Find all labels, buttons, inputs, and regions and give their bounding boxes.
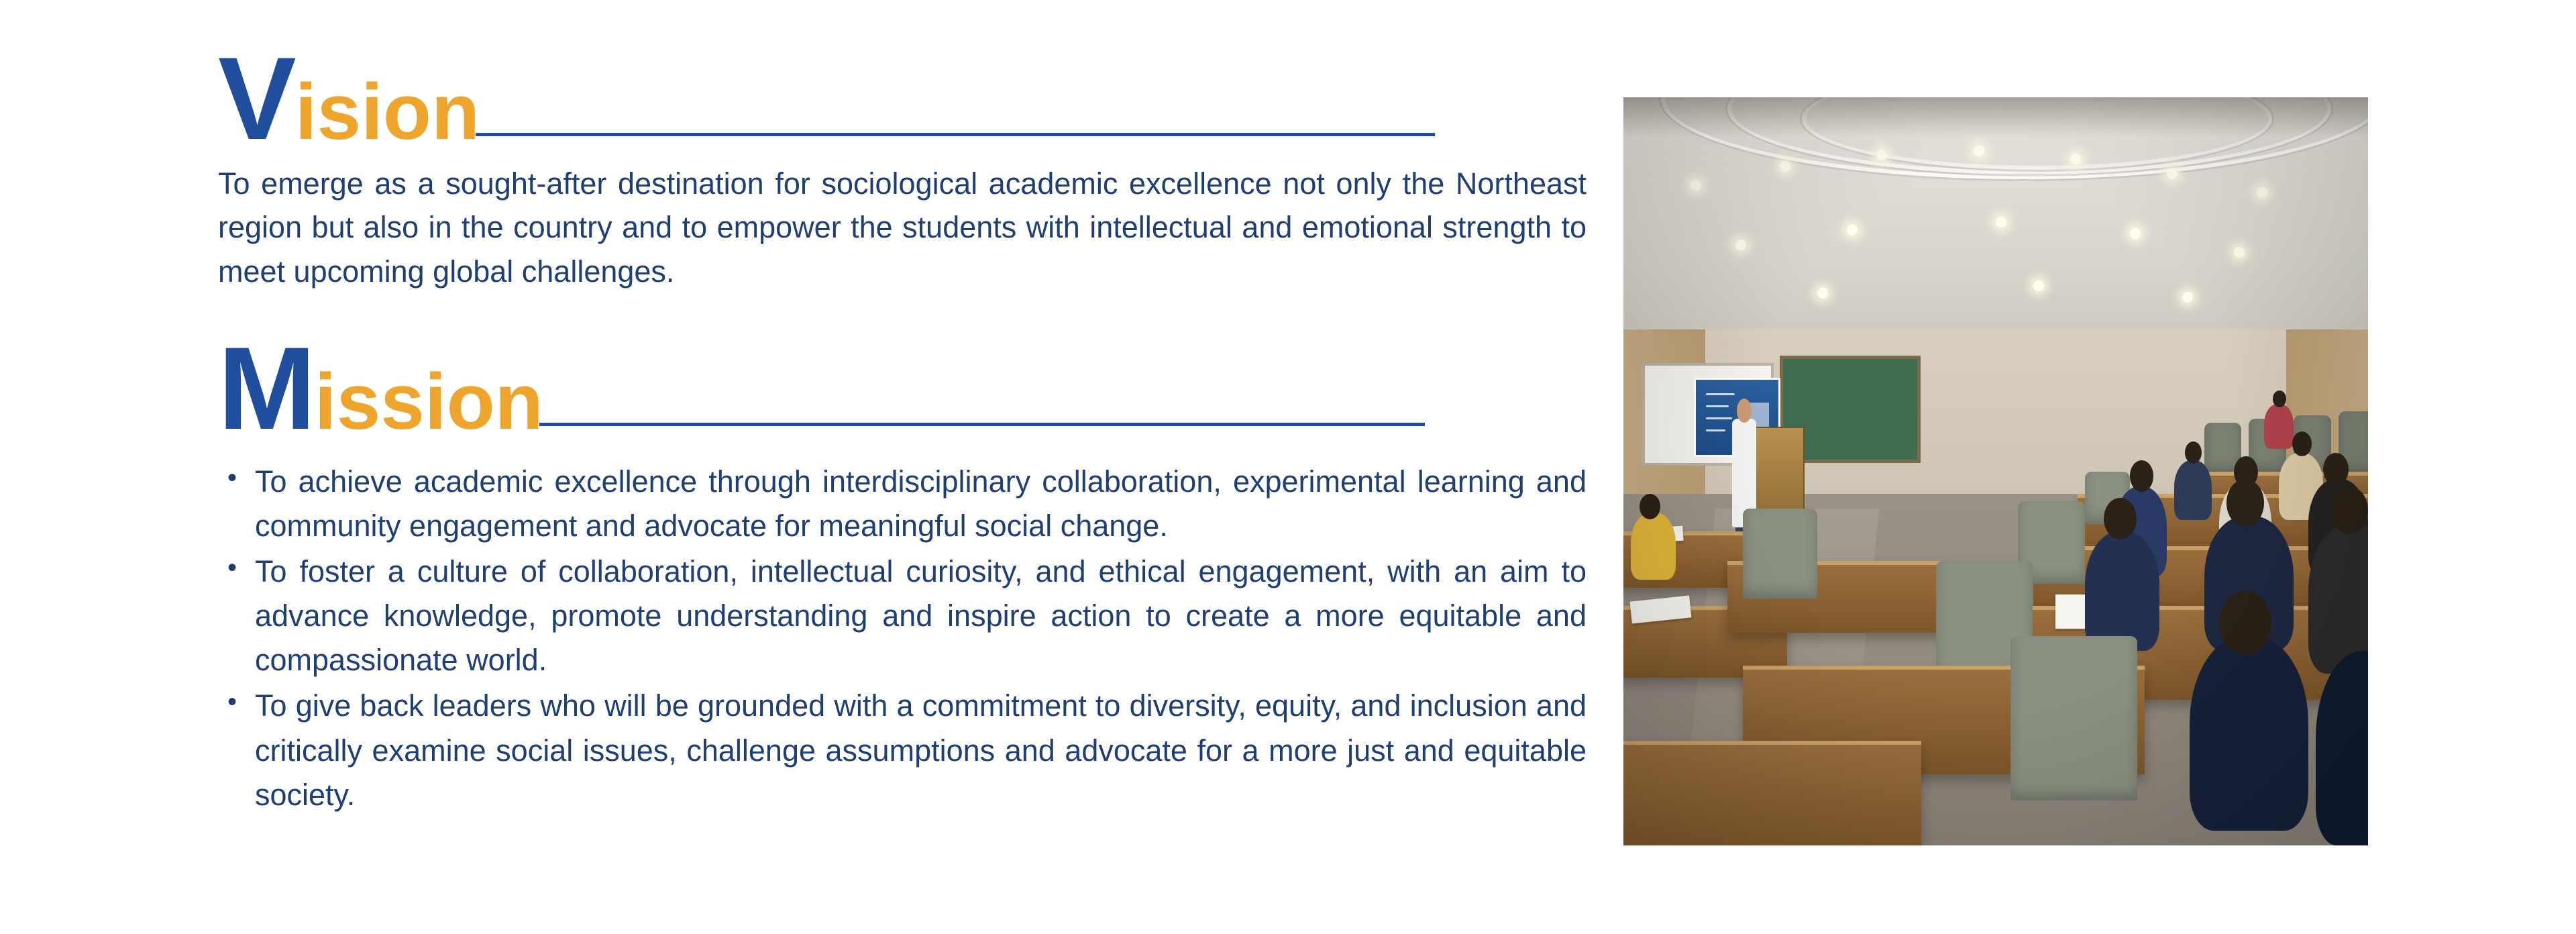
mission-heading-row bbox=[218, 323, 1600, 454]
vision-paragraph: To emerge as a sought-after destination for sociological academic excellence not only the Northeast region but also in the country and to empower the students with intellectual and emotional strength to meet upcoming global challenges. bbox=[218, 166, 1587, 289]
photo-vignette bbox=[1623, 97, 2368, 845]
list-item: • To foster a culture of collaboration, intellectual curiosity, and ethical engagement, with an aim to advance knowledge, promote understanding and inspire action to create a more equitable and compassionate world. bbox=[218, 550, 1587, 682]
mission-heading bbox=[218, 323, 543, 454]
vision-heading-capital: V bbox=[218, 34, 295, 164]
classroom-photo-illustration bbox=[1623, 97, 2368, 845]
vision-body-block bbox=[218, 162, 1600, 293]
classroom-photo bbox=[1623, 97, 2368, 845]
vision-heading-row bbox=[218, 34, 1600, 164]
vision-underline-rule bbox=[476, 133, 1435, 136]
vision-heading bbox=[218, 34, 480, 164]
list-item: • To achieve academic excellence through interdisciplinary collaboration, experimental learning and community engagement and advocate for meaningful social change. bbox=[218, 460, 1587, 548]
vision-heading-rest: ision bbox=[294, 68, 480, 156]
mission-heading-rest: ission bbox=[314, 357, 543, 446]
mission-heading-capital: M bbox=[218, 323, 315, 454]
text-column bbox=[218, 34, 1600, 819]
list-item: • To give back leaders who will be grounded with a commitment to diversity, equity, and inclusion and critically examine social issues, challenge assumptions and advocate for a more just and equitable society. bbox=[218, 684, 1587, 817]
mission-underline-rule bbox=[539, 423, 1425, 426]
mission-bullet-list bbox=[218, 460, 1587, 817]
